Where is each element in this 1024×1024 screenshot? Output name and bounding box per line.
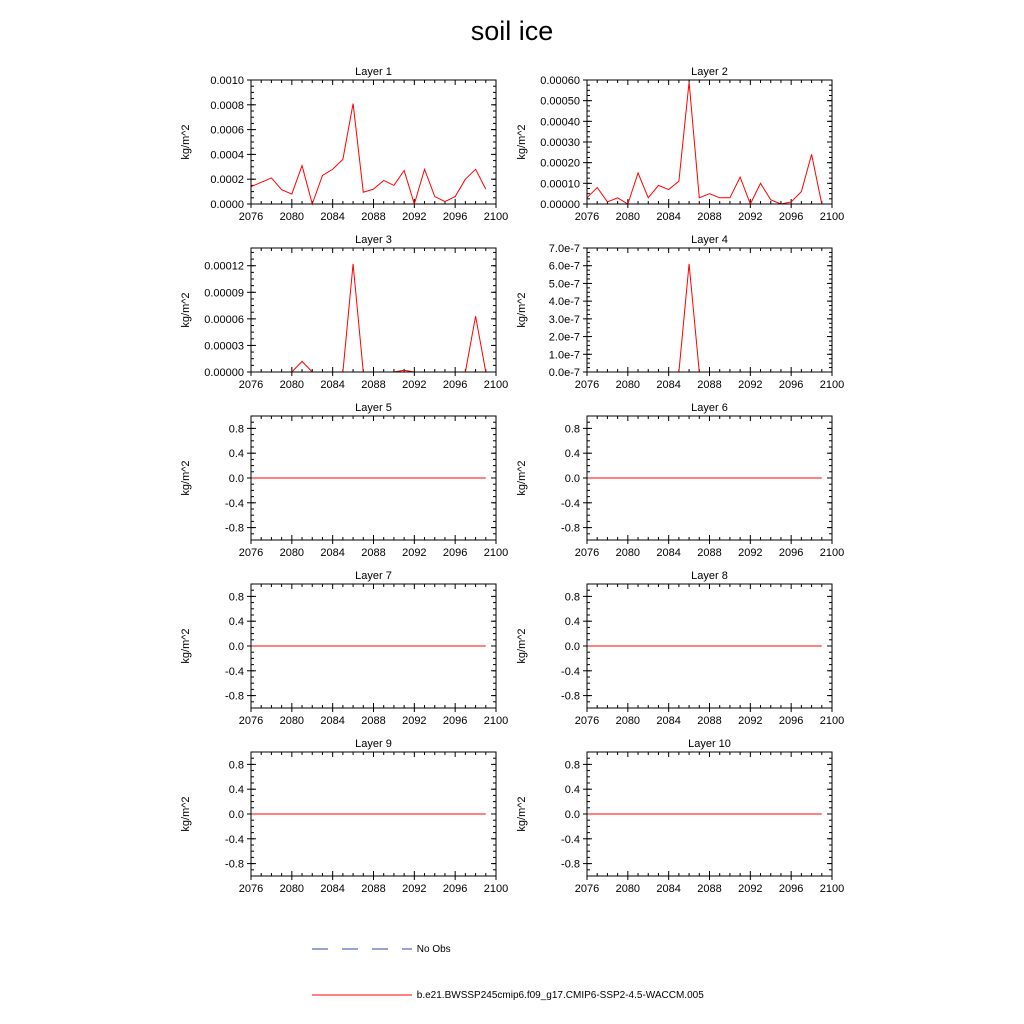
- y-axis-label: kg/m^2: [516, 628, 528, 664]
- y-tick-label: 3.0e-7: [548, 313, 580, 326]
- x-tick-label: 2076: [574, 547, 600, 559]
- x-tick-label: 2096: [778, 883, 804, 895]
- y-tick-label: 6.0e-7: [548, 260, 580, 273]
- x-tick-label: 2092: [738, 379, 763, 391]
- x-tick-label: 2100: [483, 547, 509, 559]
- y-tick-label: 5.0e-7: [548, 278, 580, 291]
- y-tick-label: -0.4: [561, 665, 580, 678]
- chart-panel-layer-9: [180, 738, 508, 895]
- x-tick-label: 2076: [238, 211, 264, 223]
- x-tick-label: 2096: [442, 883, 468, 895]
- series-line: [251, 264, 486, 372]
- y-tick-label: -0.8: [561, 522, 580, 535]
- y-tick-label: 0.0: [228, 809, 244, 821]
- y-axis-label: kg/m^2: [516, 124, 528, 160]
- x-tick-label: 2100: [483, 211, 509, 223]
- x-tick-label: 2076: [574, 715, 600, 727]
- x-tick-label: 2096: [442, 547, 468, 559]
- x-tick-label: 2084: [320, 547, 345, 559]
- y-tick-label: -0.8: [561, 858, 580, 871]
- x-tick-label: 2076: [238, 547, 264, 559]
- x-tick-label: 2084: [320, 379, 345, 391]
- y-tick-label: -0.8: [225, 522, 244, 535]
- legend-label: b.e21.BWSSP245cmip6.f09_g17.CMIP6-SSP2-4.5-WACCM.005: [416, 989, 704, 1001]
- x-tick-label: 2096: [778, 547, 804, 559]
- y-tick-label: -0.4: [225, 833, 244, 846]
- panel-title: Layer 2: [691, 66, 728, 78]
- x-tick-label: 2076: [574, 211, 600, 223]
- panel-title: Layer 3: [355, 234, 392, 246]
- chart-panel-layer-1: [180, 66, 508, 223]
- panel-title: Layer 7: [355, 570, 392, 582]
- page-title: soil ice: [470, 16, 554, 46]
- legend-swatch-solid: [312, 988, 412, 1002]
- x-tick-label: 2080: [279, 715, 305, 727]
- y-tick-label: 0.00050: [540, 95, 580, 108]
- chart-panel-layer-6: [516, 402, 844, 559]
- chart-panel-layer-5: [180, 402, 508, 559]
- x-tick-label: 2080: [279, 211, 305, 223]
- y-tick-label: 0.8: [228, 423, 244, 436]
- x-tick-label: 2088: [697, 547, 722, 559]
- y-tick-label: 0.4: [564, 784, 580, 797]
- x-tick-label: 2084: [656, 715, 681, 727]
- y-axis-label: kg/m^2: [180, 460, 192, 496]
- x-tick-label: 2088: [697, 379, 722, 391]
- x-tick-label: 2096: [778, 379, 804, 391]
- y-tick-label: -0.4: [561, 497, 580, 510]
- y-tick-label: 4.0e-7: [548, 296, 580, 309]
- y-tick-label: 0.8: [564, 591, 580, 604]
- y-tick-label: 0.4: [228, 616, 244, 629]
- x-tick-label: 2088: [697, 211, 722, 223]
- y-axis-label: kg/m^2: [180, 124, 192, 160]
- y-tick-label: 0.00020: [540, 157, 580, 170]
- y-tick-label: 0.00003: [204, 340, 244, 353]
- y-tick-label: 0.8: [564, 423, 580, 436]
- x-tick-label: 2084: [320, 715, 345, 727]
- x-tick-label: 2076: [574, 379, 600, 391]
- x-tick-label: 2088: [361, 211, 386, 223]
- x-tick-label: 2076: [238, 715, 264, 727]
- panel-title: Layer 10: [688, 738, 731, 750]
- x-tick-label: 2084: [656, 883, 681, 895]
- y-tick-label: 0.0010: [210, 75, 244, 87]
- y-tick-label: 0.0: [564, 641, 580, 653]
- x-tick-label: 2100: [483, 379, 509, 391]
- y-tick-label: 0.00000: [204, 367, 244, 379]
- y-tick-label: 0.0: [228, 641, 244, 653]
- x-tick-label: 2092: [402, 715, 427, 727]
- series-line: [587, 82, 822, 204]
- x-tick-label: 2092: [738, 211, 763, 223]
- y-tick-label: 0.4: [228, 448, 244, 461]
- x-tick-label: 2100: [819, 883, 845, 895]
- x-tick-label: 2100: [819, 547, 845, 559]
- x-tick-label: 2092: [402, 547, 427, 559]
- legend-label: No Obs: [416, 943, 451, 955]
- plot-frame: [587, 80, 832, 204]
- chart-panel-layer-3: [180, 234, 508, 391]
- y-tick-label: 0.00006: [204, 313, 244, 326]
- y-tick-label: 0.0e-7: [548, 367, 580, 379]
- y-tick-label: 0.00000: [540, 199, 580, 211]
- chart-panel-layer-10: [516, 738, 844, 895]
- x-tick-label: 2084: [656, 547, 681, 559]
- x-tick-label: 2088: [361, 883, 386, 895]
- x-tick-label: 2076: [238, 379, 264, 391]
- y-tick-label: 1.0e-7: [548, 349, 580, 362]
- x-tick-label: 2088: [361, 547, 386, 559]
- series-line: [251, 104, 486, 204]
- x-tick-label: 2100: [483, 715, 509, 727]
- x-tick-label: 2092: [402, 379, 427, 391]
- legend-swatch-dashed: [312, 942, 412, 956]
- panel-title: Layer 9: [355, 738, 392, 750]
- x-tick-label: 2096: [442, 715, 468, 727]
- plot-frame: [251, 80, 496, 204]
- series-line: [587, 264, 822, 372]
- x-tick-label: 2076: [574, 883, 600, 895]
- y-tick-label: -0.8: [225, 858, 244, 871]
- x-tick-label: 2080: [615, 211, 641, 223]
- x-tick-label: 2096: [778, 715, 804, 727]
- y-tick-label: 0.0006: [210, 124, 244, 137]
- x-tick-label: 2092: [738, 547, 763, 559]
- x-tick-label: 2084: [320, 211, 345, 223]
- y-tick-label: -0.4: [225, 665, 244, 678]
- x-tick-label: 2088: [697, 715, 722, 727]
- x-tick-label: 2088: [361, 715, 386, 727]
- x-tick-label: 2084: [656, 211, 681, 223]
- x-tick-label: 2092: [738, 883, 763, 895]
- y-tick-label: 0.8: [228, 591, 244, 604]
- x-tick-label: 2076: [238, 883, 264, 895]
- y-axis-label: kg/m^2: [516, 796, 528, 832]
- panel-title: Layer 4: [691, 234, 728, 246]
- y-tick-label: 0.00030: [540, 137, 580, 149]
- y-tick-label: 0.00009: [204, 287, 244, 300]
- x-tick-label: 2096: [778, 211, 804, 223]
- y-tick-label: 0.4: [228, 784, 244, 797]
- y-tick-label: 0.00010: [540, 178, 580, 191]
- legend-item-no-obs: [312, 942, 451, 956]
- y-axis-label: kg/m^2: [180, 628, 192, 664]
- legend-item-model-run: [312, 988, 704, 1002]
- y-tick-label: 0.0: [228, 473, 244, 485]
- x-tick-label: 2100: [819, 379, 845, 391]
- y-tick-label: 0.00012: [204, 260, 244, 273]
- x-tick-label: 2092: [738, 715, 763, 727]
- x-tick-label: 2100: [483, 883, 509, 895]
- y-tick-label: 7.0e-7: [548, 243, 580, 255]
- y-tick-label: 0.8: [228, 759, 244, 772]
- y-axis-label: kg/m^2: [516, 460, 528, 496]
- y-tick-label: 0.0004: [210, 149, 244, 162]
- x-tick-label: 2092: [402, 883, 427, 895]
- x-tick-label: 2080: [615, 883, 641, 895]
- chart-panel-layer-7: [180, 570, 508, 727]
- x-tick-label: 2088: [361, 379, 386, 391]
- y-tick-label: -0.8: [225, 690, 244, 703]
- panel-title: Layer 5: [355, 402, 392, 414]
- y-tick-label: 0.0008: [210, 99, 244, 112]
- chart-panel-layer-2: [516, 66, 844, 223]
- x-tick-label: 2096: [442, 211, 468, 223]
- y-axis-label: kg/m^2: [516, 292, 528, 328]
- x-tick-label: 2084: [656, 379, 681, 391]
- panel-title: Layer 6: [691, 402, 728, 414]
- y-tick-label: 0.0: [564, 473, 580, 485]
- y-tick-label: -0.8: [561, 690, 580, 703]
- y-tick-label: 0.0000: [210, 199, 244, 211]
- plot-frame: [251, 248, 496, 372]
- x-tick-label: 2100: [819, 211, 845, 223]
- y-tick-label: 0.8: [564, 759, 580, 772]
- x-tick-label: 2100: [819, 715, 845, 727]
- y-tick-label: 2.0e-7: [548, 331, 580, 344]
- y-tick-label: 0.00040: [540, 116, 580, 129]
- plot-frame: [587, 248, 832, 372]
- x-tick-label: 2084: [320, 883, 345, 895]
- y-axis-label: kg/m^2: [180, 796, 192, 832]
- x-tick-label: 2080: [279, 547, 305, 559]
- y-tick-label: -0.4: [561, 833, 580, 846]
- x-tick-label: 2092: [402, 211, 427, 223]
- y-axis-label: kg/m^2: [180, 292, 192, 328]
- y-tick-label: 0.4: [564, 448, 580, 461]
- x-tick-label: 2080: [615, 379, 641, 391]
- x-tick-label: 2088: [697, 883, 722, 895]
- chart-panel-layer-8: [516, 570, 844, 727]
- x-tick-label: 2080: [279, 883, 305, 895]
- x-tick-label: 2080: [279, 379, 305, 391]
- y-tick-label: 0.0002: [210, 174, 244, 187]
- y-tick-label: -0.4: [225, 497, 244, 510]
- y-tick-label: 0.00060: [540, 75, 580, 87]
- x-tick-label: 2080: [615, 547, 641, 559]
- panel-title: Layer 8: [691, 570, 728, 582]
- x-tick-label: 2096: [442, 379, 468, 391]
- y-tick-label: 0.0: [564, 809, 580, 821]
- x-tick-label: 2080: [615, 715, 641, 727]
- panel-title: Layer 1: [355, 66, 392, 78]
- chart-panel-layer-4: [516, 234, 844, 391]
- y-tick-label: 0.4: [564, 616, 580, 629]
